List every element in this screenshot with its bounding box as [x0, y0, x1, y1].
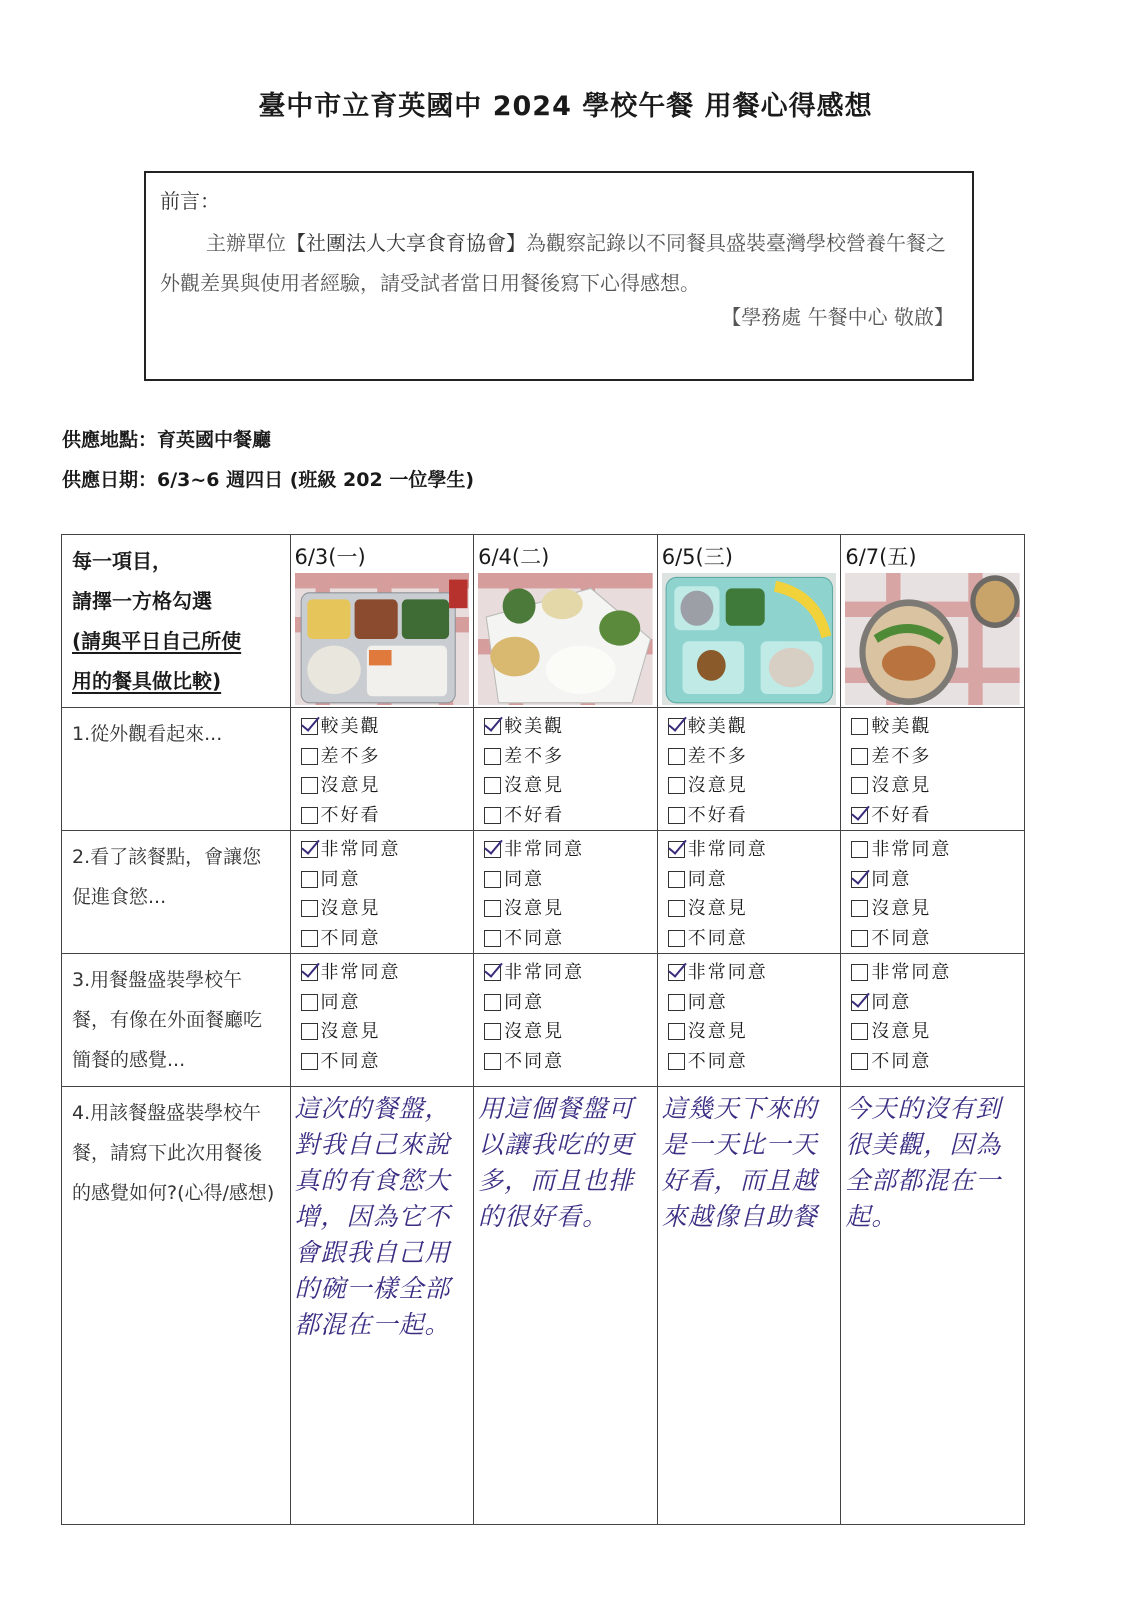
option-item — [851, 894, 1024, 924]
option-label: 較美觀 — [687, 716, 748, 737]
checkbox[interactable] — [851, 807, 868, 824]
checkbox[interactable] — [851, 964, 868, 981]
document-title: 臺中市立育英國中 2024 學校午餐 用餐心得感想 — [258, 91, 873, 122]
option-label: 較美觀 — [871, 716, 932, 737]
option-label: 沒意見 — [504, 1021, 565, 1042]
handwritten-comment: 這幾天下來的是一天比一天好看，而且越來越像自助餐 — [657, 1087, 841, 1525]
option-item — [851, 835, 1024, 865]
handwritten-comment: 這次的餐盤，對我自己來說真的有食慾大增，因為它不會跟我自己用的碗一樣全部都混在一起。 — [290, 1087, 474, 1525]
option-item — [851, 1047, 1024, 1077]
day-options — [841, 708, 1025, 831]
option-label: 沒意見 — [504, 775, 565, 796]
option-item — [484, 1017, 657, 1047]
option-label: 較美觀 — [504, 716, 565, 737]
option-label: 不同意 — [871, 1050, 932, 1072]
option-item — [301, 835, 474, 865]
option-item — [301, 801, 474, 831]
checkbox[interactable] — [301, 718, 318, 735]
meal-photo — [295, 573, 470, 705]
option-item — [301, 958, 474, 988]
option-item — [301, 988, 474, 1018]
checkbox[interactable] — [668, 777, 685, 794]
checkbox[interactable] — [851, 1023, 868, 1040]
handwritten-comment: 用這個餐盤可以讓我吃的更多，而且也排的很好看。 — [474, 1087, 658, 1525]
option-label: 不同意 — [687, 927, 748, 949]
option-label: 沒意見 — [871, 775, 932, 796]
preface-label: 前言： — [160, 189, 220, 213]
checkbox[interactable] — [851, 777, 868, 794]
option-item — [484, 1047, 657, 1077]
day-options — [290, 831, 474, 954]
option-item — [668, 801, 841, 831]
option-item — [484, 924, 657, 954]
day-options — [657, 708, 841, 831]
checkbox[interactable] — [484, 964, 501, 981]
checkbox[interactable] — [484, 718, 501, 735]
checkbox[interactable] — [851, 930, 868, 947]
checkbox[interactable] — [668, 1023, 685, 1040]
option-item — [851, 771, 1024, 801]
checkbox[interactable] — [668, 871, 685, 888]
instruction-line: 請擇一方格勾選 — [72, 589, 212, 613]
option-item — [301, 742, 474, 772]
header-instruction — [62, 535, 291, 708]
option-label: 不同意 — [504, 1050, 565, 1072]
option-item — [851, 1017, 1024, 1047]
checkbox[interactable] — [301, 871, 318, 888]
header-row — [62, 535, 1025, 708]
checkbox[interactable] — [668, 964, 685, 981]
checkbox[interactable] — [301, 1023, 318, 1040]
option-item — [484, 988, 657, 1018]
option-label: 沒意見 — [687, 898, 748, 919]
option-item — [851, 958, 1024, 988]
checkbox[interactable] — [851, 841, 868, 858]
day-header — [841, 535, 1025, 708]
checkbox[interactable] — [668, 994, 685, 1011]
preface-prefix: 主辦單位 — [206, 231, 286, 255]
option-label: 同意 — [504, 868, 545, 890]
question-3-text: 3.用餐盤盛裝學校午餐，有像在外面餐廳吃簡餐的感覺... — [62, 954, 291, 1087]
option-item — [668, 865, 841, 895]
day-label: 6/4(二) — [478, 545, 550, 569]
option-label: 非常同意 — [504, 839, 585, 860]
checkbox[interactable] — [301, 1053, 318, 1070]
checkbox[interactable] — [851, 748, 868, 765]
option-item — [484, 835, 657, 865]
checkbox[interactable] — [301, 748, 318, 765]
option-label: 非常同意 — [871, 962, 952, 983]
option-label: 同意 — [687, 991, 728, 1013]
preface-body — [160, 223, 960, 303]
option-label: 沒意見 — [871, 1021, 932, 1042]
option-label: 沒意見 — [320, 775, 381, 796]
option-item — [484, 958, 657, 988]
day-header — [474, 535, 658, 708]
option-label: 沒意見 — [320, 898, 381, 919]
option-item — [484, 894, 657, 924]
meal-photo — [662, 573, 837, 705]
question-row-1 — [62, 708, 1025, 831]
instruction-line: (請與平日自己所使 — [72, 629, 242, 653]
checkbox[interactable] — [484, 871, 501, 888]
option-item — [668, 712, 841, 742]
day-header — [290, 535, 474, 708]
option-label: 差不多 — [871, 745, 932, 767]
checkbox[interactable] — [484, 900, 501, 917]
survey-table — [61, 534, 1025, 1525]
option-item — [851, 712, 1024, 742]
checkbox[interactable] — [301, 841, 318, 858]
option-item — [301, 771, 474, 801]
option-label: 沒意見 — [687, 1021, 748, 1042]
option-label: 同意 — [871, 991, 912, 1013]
day-options — [290, 954, 474, 1087]
checkbox[interactable] — [668, 807, 685, 824]
option-label: 非常同意 — [320, 839, 401, 860]
day-options — [841, 831, 1025, 954]
checkbox[interactable] — [668, 718, 685, 735]
checkbox[interactable] — [301, 777, 318, 794]
checkbox[interactable] — [668, 841, 685, 858]
checkbox[interactable] — [851, 1053, 868, 1070]
day-options — [290, 708, 474, 831]
option-label: 不好看 — [871, 804, 932, 826]
supply-date: 供應日期：6/3~6 週四日 (班級 202 一位學生) — [62, 469, 475, 491]
checkbox[interactable] — [851, 871, 868, 888]
option-item — [668, 958, 841, 988]
checkbox[interactable] — [484, 930, 501, 947]
option-item — [668, 835, 841, 865]
question-4-text: 4.用該餐盤盛裝學校午餐，請寫下此次用餐後的感覺如何?(心得/感想) — [62, 1087, 291, 1525]
option-item — [301, 894, 474, 924]
meal-photo — [478, 573, 653, 705]
option-item — [668, 988, 841, 1018]
option-label: 非常同意 — [687, 962, 768, 983]
option-label: 沒意見 — [504, 898, 565, 919]
checkbox[interactable] — [301, 900, 318, 917]
question-row-2 — [62, 831, 1025, 954]
checkbox[interactable] — [668, 900, 685, 917]
option-item — [668, 742, 841, 772]
day-options — [657, 954, 841, 1087]
instruction-line: 用的餐具做比較) — [72, 669, 222, 693]
option-label: 非常同意 — [687, 839, 768, 860]
option-label: 沒意見 — [871, 898, 932, 919]
checkbox[interactable] — [301, 930, 318, 947]
checkbox[interactable] — [484, 994, 501, 1011]
option-item — [668, 924, 841, 954]
option-label: 非常同意 — [504, 962, 585, 983]
option-item — [484, 865, 657, 895]
option-item — [851, 742, 1024, 772]
option-item — [851, 924, 1024, 954]
option-label: 同意 — [320, 991, 361, 1013]
option-label: 同意 — [871, 868, 912, 890]
option-label: 不同意 — [871, 927, 932, 949]
day-options — [657, 831, 841, 954]
option-label: 較美觀 — [320, 716, 381, 737]
day-options — [474, 954, 658, 1087]
checkbox[interactable] — [484, 1023, 501, 1040]
option-item — [301, 924, 474, 954]
option-label: 差不多 — [687, 745, 748, 767]
checkbox[interactable] — [484, 841, 501, 858]
option-item — [851, 865, 1024, 895]
option-label: 差不多 — [504, 745, 565, 767]
option-item — [301, 712, 474, 742]
option-label: 沒意見 — [320, 1021, 381, 1042]
day-header — [657, 535, 841, 708]
preface-rest: 為觀察記錄以不同餐具盛裝臺灣學校營養午餐之外觀差異與使用者經驗，請受試者當日用餐後寫下心得感想。 — [160, 231, 946, 295]
preface-organizer: 【社團法人大享食育協會】 — [286, 231, 526, 255]
day-options — [841, 954, 1025, 1087]
option-item — [484, 771, 657, 801]
option-label: 同意 — [504, 991, 545, 1013]
option-item — [668, 894, 841, 924]
checkbox[interactable] — [301, 994, 318, 1011]
checkbox[interactable] — [851, 900, 868, 917]
option-label: 不同意 — [320, 927, 381, 949]
checkbox[interactable] — [484, 748, 501, 765]
day-label: 6/5(三) — [661, 545, 733, 569]
question-row-4 — [62, 1087, 1025, 1525]
option-item — [301, 1017, 474, 1047]
checkbox[interactable] — [851, 718, 868, 735]
day-label: 6/3(一) — [294, 545, 366, 569]
option-item — [851, 801, 1024, 831]
checkbox[interactable] — [301, 807, 318, 824]
option-label: 不好看 — [320, 804, 381, 826]
option-label: 同意 — [320, 868, 361, 890]
checkbox[interactable] — [668, 748, 685, 765]
checkbox[interactable] — [484, 807, 501, 824]
option-label: 不好看 — [687, 804, 748, 826]
day-options — [474, 708, 658, 831]
option-item — [484, 801, 657, 831]
option-item — [851, 988, 1024, 1018]
option-item — [484, 712, 657, 742]
meal-photo — [845, 573, 1020, 705]
option-label: 同意 — [687, 868, 728, 890]
preface-box — [144, 171, 974, 381]
checkbox[interactable] — [851, 994, 868, 1011]
option-label: 不同意 — [687, 1050, 748, 1072]
option-label: 非常同意 — [320, 962, 401, 983]
instruction-line: 每一項目， — [72, 549, 172, 573]
checkbox[interactable] — [668, 930, 685, 947]
option-item — [668, 1047, 841, 1077]
question-1-text: 1.從外觀看起來... — [62, 708, 291, 831]
option-label: 不好看 — [504, 804, 565, 826]
question-2-text: 2.看了該餐點，會讓您促進食慾... — [62, 831, 291, 954]
checkbox[interactable] — [484, 1053, 501, 1070]
option-item — [668, 1017, 841, 1047]
option-label: 不同意 — [320, 1050, 381, 1072]
supply-location: 供應地點：育英國中餐廳 — [62, 429, 272, 451]
question-row-3 — [62, 954, 1025, 1087]
checkbox[interactable] — [668, 1053, 685, 1070]
handwritten-comment: 今天的沒有到很美觀，因為全部都混在一起。 — [841, 1087, 1025, 1525]
option-label: 沒意見 — [687, 775, 748, 796]
checkbox[interactable] — [301, 964, 318, 981]
option-item — [301, 1047, 474, 1077]
option-label: 差不多 — [320, 745, 381, 767]
option-item — [301, 865, 474, 895]
day-options — [474, 831, 658, 954]
preface-signature: 【學務處 午餐中心 敬啟】 — [721, 305, 954, 329]
option-label: 不同意 — [504, 927, 565, 949]
day-label: 6/7(五) — [845, 545, 917, 569]
option-label: 非常同意 — [871, 839, 952, 860]
option-item — [484, 742, 657, 772]
option-item — [668, 771, 841, 801]
checkbox[interactable] — [484, 777, 501, 794]
